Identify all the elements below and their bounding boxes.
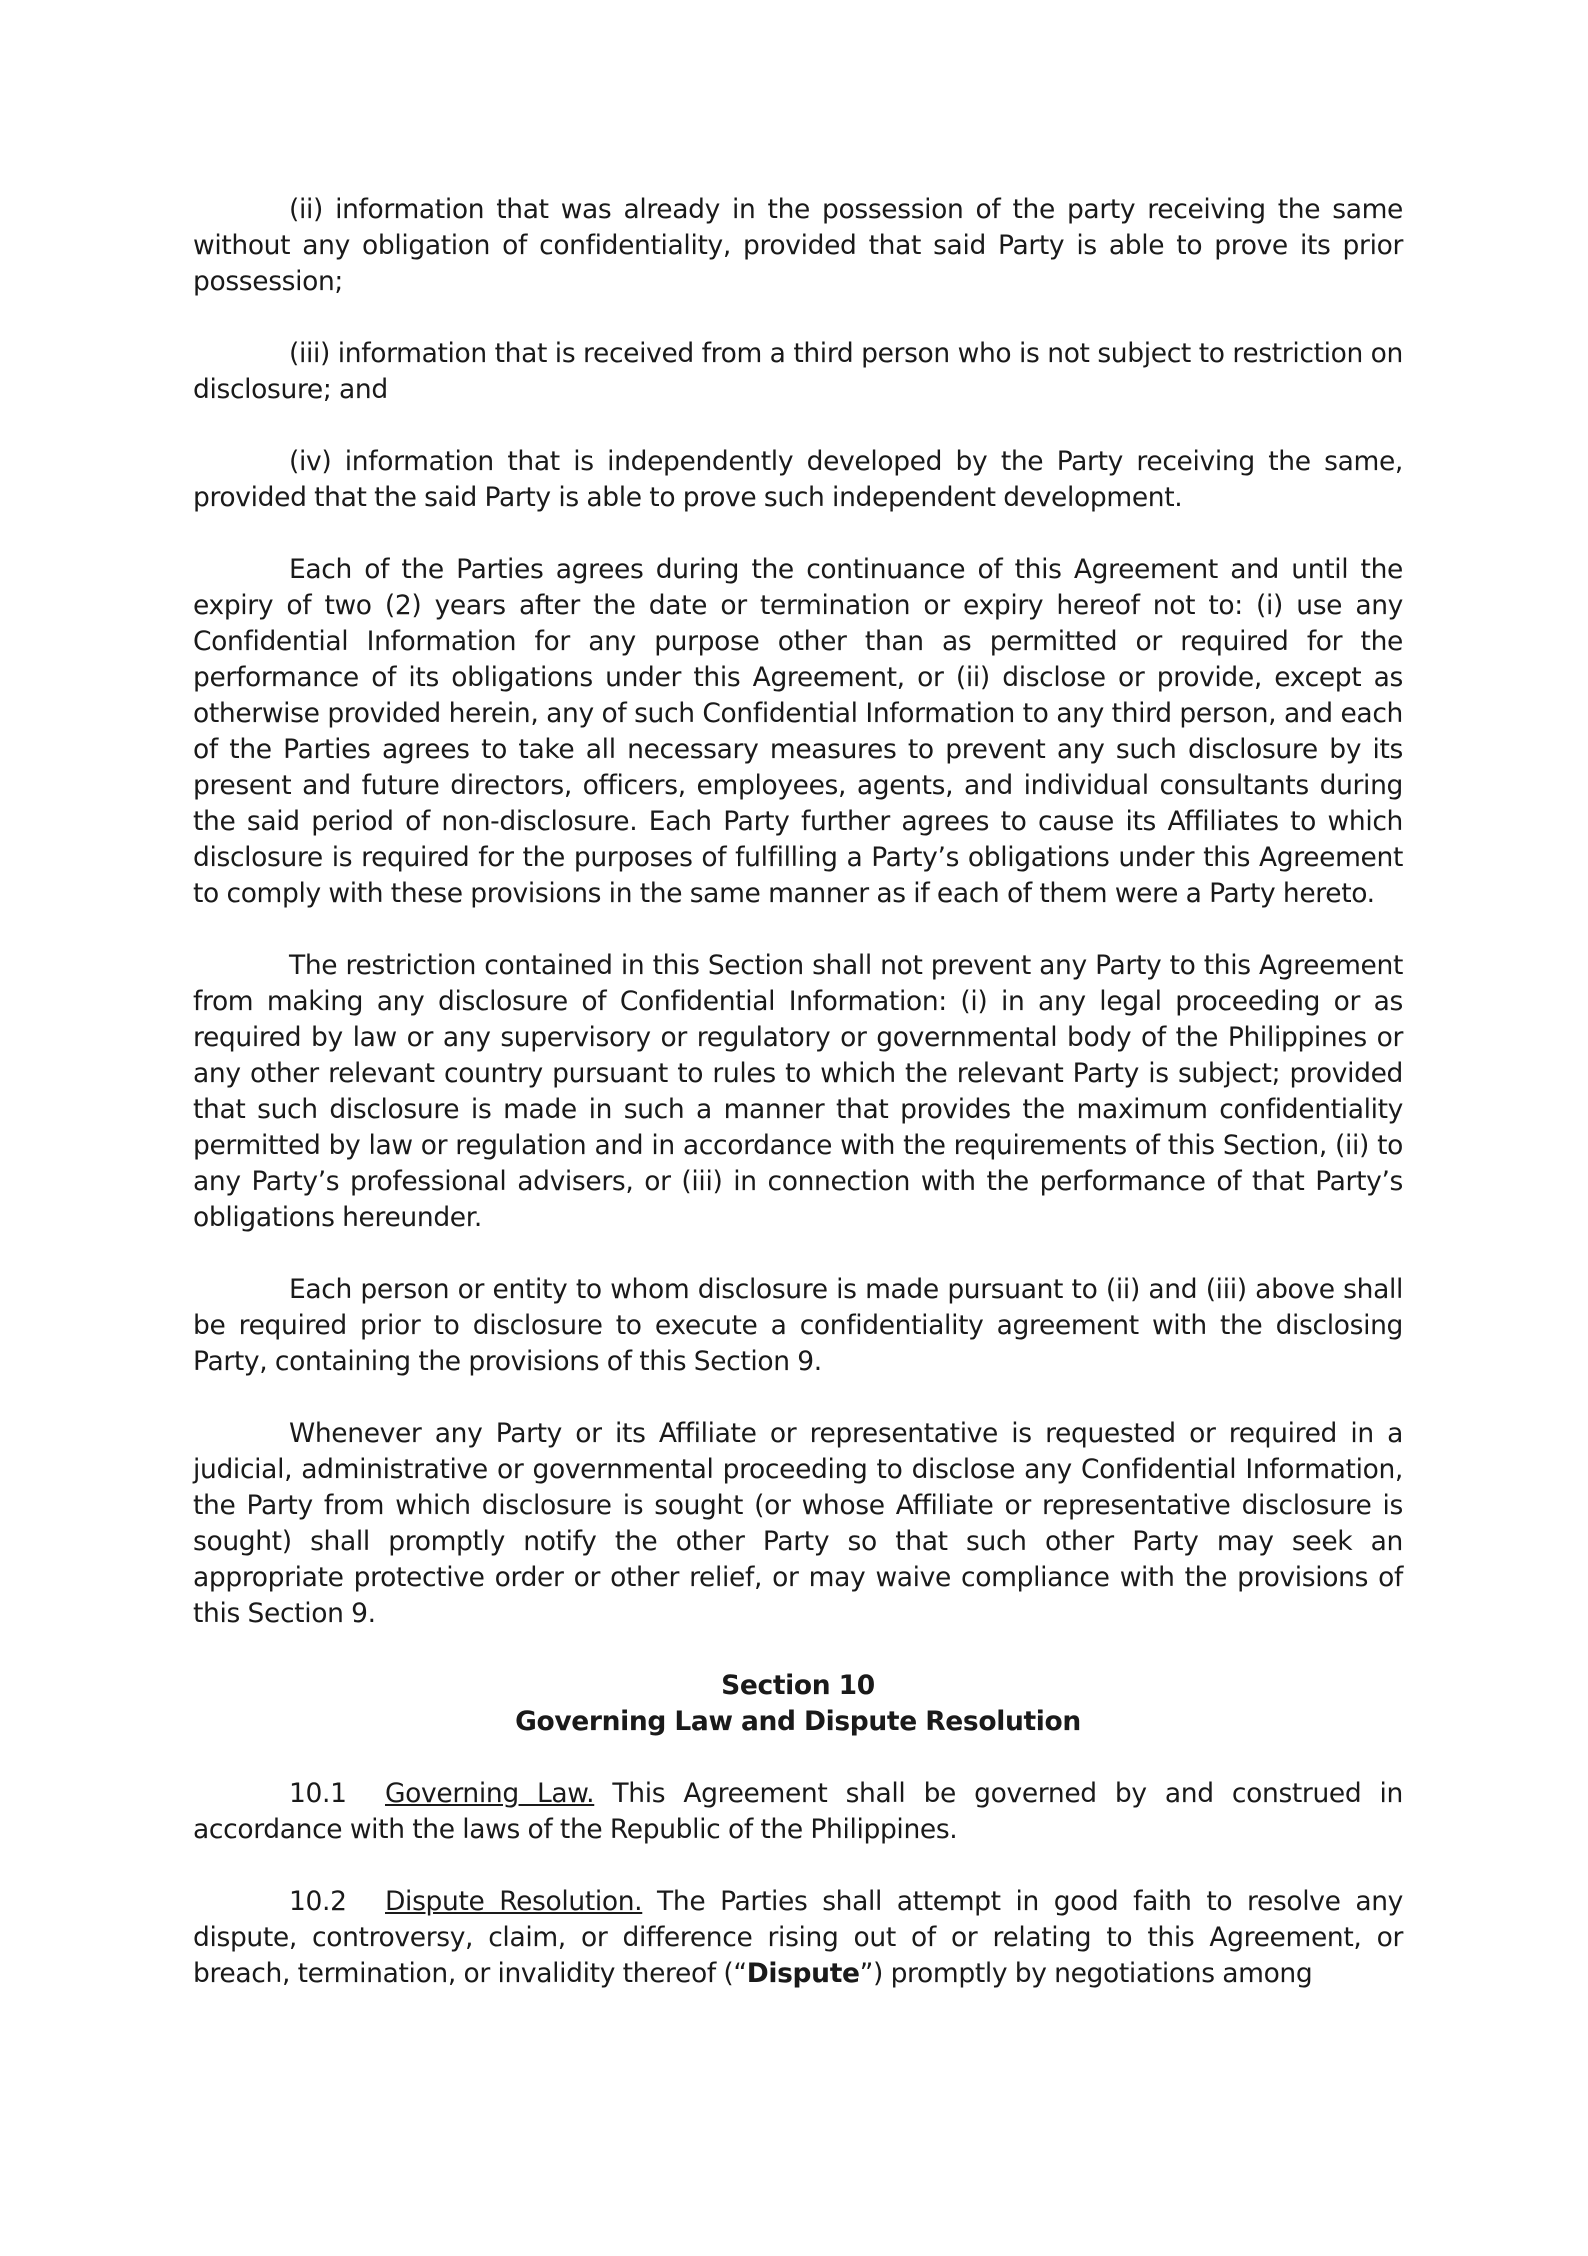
clause-governing-law: [193, 1776, 1403, 1848]
paragraph-confidentiality-exception-iii: (iii) information that is received from a third person who is not subject to restriction on disclosure; and: [193, 338, 1403, 405]
paragraph-non-disclosure-obligation: Each of the Parties agrees during the continuance of this Agreement and until the expiry of two (2) years after the date or termination or expiry hereof not to: (i) use any Confidential Information for any purpose other than as permitted or required for the performance of its obligations under this Agreement, or (ii) disclose or provide, except as otherwise provided herein, any of such Confidential Information to any third person, and each of the Parties agrees to take all necessary measures to prevent any such disclosure by its present and future directors, officers, employees, agents, and individual consultants during the said period of non-disclosure. Each Party further agrees to cause its Affiliates to which disclosure is required for the purposes of fulfilling a Party’s obligations under this Agreement to comply with these provisions in the same manner as if each of them were a Party hereto.: [193, 554, 1403, 909]
paragraph-confidentiality-exception-ii: (ii) information that was already in the possession of the party receiving the same without any obligation of confidentiality, provided that said Party is able to prove its prior possession;: [193, 194, 1403, 297]
clause-heading: Dispute Resolution.: [385, 1886, 643, 1917]
paragraph-legal-proceeding-notice: Whenever any Party or its Affiliate or representative is requested or required in a judicial, administrative or governmental proceeding to disclose any Confidential Information, the Party from which disclosure is sought (or whose Affiliate or representative disclosure is sought) shall promptly notify the other Party so that such other Party may seek an appropriate protective order or other relief, or may waive compliance with the provisions of this Section 9.: [193, 1418, 1403, 1629]
clause-number: 10.2: [289, 1886, 347, 1917]
clause-heading: Governing Law.: [385, 1778, 595, 1809]
clause-dispute-resolution: [193, 1884, 1403, 1992]
clause-number: 10.1: [289, 1778, 347, 1809]
clause-text-before: The Parties shall attempt in good faith to resolve any dispute, controversy, claim, or difference rising out of or relating to this Agreement, or breach, termination, or invalidity thereof (“: [193, 1886, 1403, 1989]
section-number: Section 10: [721, 1670, 875, 1701]
document-body: [193, 192, 1403, 2028]
defined-term: Dispute: [746, 1958, 860, 1989]
section-title: Governing Law and Dispute Resolution: [515, 1706, 1081, 1737]
paragraph-confidentiality-exception-iv: (iv) information that is independently developed by the Party receiving the same, provided that the said Party is able to prove such independent development.: [193, 446, 1403, 513]
paragraph-confidentiality-agreement-requirement: Each person or entity to whom disclosure is made pursuant to (ii) and (iii) above shall be required prior to disclosure to execute a confidentiality agreement with the disclosing Party, containing the provisions of this Section 9.: [193, 1274, 1403, 1377]
clause-text: This Agreement shall be governed by and construed in accordance with the laws of the Republic of the Philippines.: [193, 1778, 1403, 1845]
clause-text-after: ”) promptly by negotiations among: [859, 1958, 1313, 1989]
section-heading: [193, 1668, 1403, 1740]
paragraph-permitted-disclosure: The restriction contained in this Section shall not prevent any Party to this Agreement from making any disclosure of Confidential Information: (i) in any legal proceeding or as required by law or any supervisory or regulatory or governmental body of the Philippines or any other relevant country pursuant to rules to which the relevant Party is subject; provided that such disclosure is made in such a manner that provides the maximum confidentiality permitted by law or regulation and in accordance with the requirements of this Section, (ii) to any Party’s professional advisers, or (iii) in connection with the performance of that Party’s obligations hereunder.: [193, 950, 1403, 1233]
